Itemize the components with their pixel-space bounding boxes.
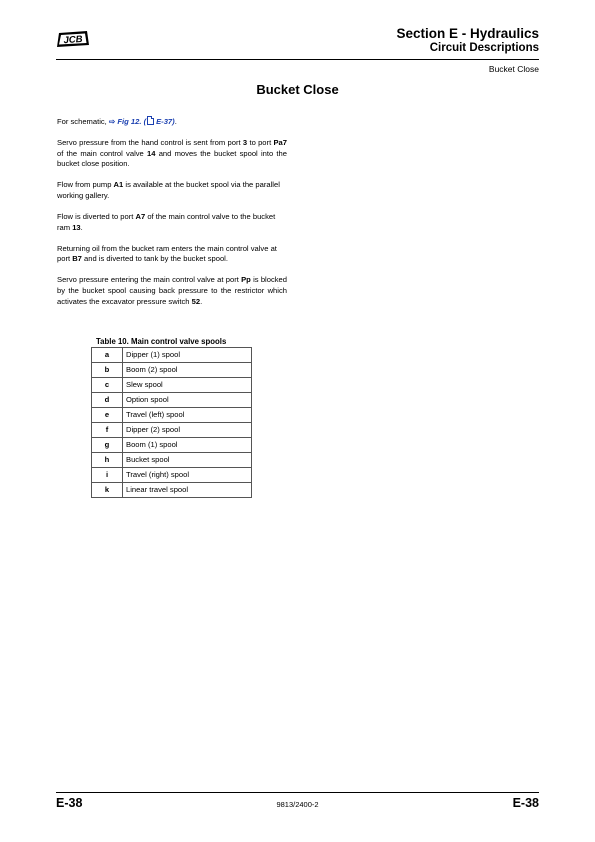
- paragraph-returning-oil: [57, 244, 287, 265]
- spool-key: h: [92, 453, 123, 468]
- text-run: .: [80, 222, 83, 232]
- bold-ref: Pa7: [273, 138, 287, 148]
- spool-name: Boom (1) spool: [123, 438, 252, 453]
- section-subtitle: Circuit Descriptions: [429, 42, 539, 54]
- footer-page-right: E-38: [512, 796, 539, 810]
- bold-ref: 14: [147, 148, 156, 158]
- table-row: [92, 453, 252, 468]
- spool-key: f: [92, 423, 123, 438]
- schematic-page: E-37): [156, 117, 175, 126]
- header-rule: [56, 59, 539, 60]
- spool-key: e: [92, 408, 123, 423]
- spools-table: [91, 347, 252, 498]
- schematic-paragraph: [57, 116, 287, 128]
- bold-ref: 3: [242, 138, 248, 148]
- spool-name: Travel (left) spool: [123, 408, 252, 423]
- spool-key: c: [92, 378, 123, 393]
- bold-ref: Pp: [241, 275, 251, 285]
- table-row: [92, 348, 252, 363]
- schematic-link[interactable]: [109, 117, 175, 126]
- running-head: Bucket Close: [488, 64, 539, 74]
- bold-ref: A1: [113, 180, 124, 190]
- spool-key: d: [92, 393, 123, 408]
- text-run: of the main control valve: [57, 148, 148, 158]
- body-text: [57, 116, 287, 318]
- paragraph-servo: [57, 138, 287, 170]
- table-row: [92, 423, 252, 438]
- spool-name: Bucket spool: [123, 453, 252, 468]
- spool-name: Linear travel spool: [123, 483, 252, 498]
- schematic-end: .: [174, 117, 177, 126]
- table-caption: Table 10. Main control valve spools: [96, 337, 227, 346]
- text-run: Servo pressure entering the main control valve at port: [57, 275, 242, 285]
- logo-text: JCB: [63, 33, 83, 47]
- text-run: is blocked by the bucket spool causing back pressure to the restrictor which activates the excavator pressure switch: [57, 275, 288, 306]
- text-run: of the main control valve to the bucket ram: [57, 212, 276, 232]
- spool-name: Boom (2) spool: [123, 363, 252, 378]
- paragraph-flow-diverted: [57, 212, 287, 233]
- bold-ref: B7: [72, 254, 82, 264]
- text-run: is available at the bucket spool via the parallel working gallery.: [57, 180, 280, 200]
- bold-ref: 13: [72, 222, 81, 232]
- arrow-right-icon: ⇨: [108, 117, 116, 126]
- spool-key: a: [92, 348, 123, 363]
- text-run: Flow is diverted to port: [57, 212, 136, 222]
- spool-name: Travel (right) spool: [123, 468, 252, 483]
- bold-ref: A7: [135, 212, 146, 222]
- bold-ref: 52: [191, 296, 201, 306]
- section-title: Section E - Hydraulics: [396, 26, 539, 41]
- schematic-ref: Fig 12. (: [117, 117, 147, 126]
- text-run: and moves the bucket spool into the bucket close position.: [57, 148, 287, 169]
- text-run: Servo pressure from the hand control is sent from port: [57, 138, 243, 148]
- table-row: [92, 393, 252, 408]
- footer-rule: [56, 792, 539, 793]
- page-ref-icon: [147, 116, 154, 125]
- spool-name: Slew spool: [123, 378, 252, 393]
- footer-doc-number: 9813/2400-2: [276, 800, 319, 809]
- table-row: [92, 483, 252, 498]
- spool-key: i: [92, 468, 123, 483]
- jcb-logo-icon: [56, 30, 90, 48]
- text-run: .: [200, 296, 203, 306]
- paragraph-servo-pp: [57, 275, 287, 307]
- text-run: to port: [247, 138, 274, 148]
- spool-key: b: [92, 363, 123, 378]
- paragraph-flow-pump: [57, 180, 287, 201]
- table-row: [92, 378, 252, 393]
- text-run: and is diverted to tank by the bucket spool.: [81, 254, 228, 264]
- text-run: Returning oil from the bucket ram enters the main control valve at port: [57, 243, 277, 264]
- page-title: Bucket Close: [256, 82, 339, 97]
- jcb-logo: [56, 30, 90, 48]
- spool-name: Option spool: [123, 393, 252, 408]
- spool-key: g: [92, 438, 123, 453]
- table-row: [92, 363, 252, 378]
- schematic-intro: For schematic,: [57, 117, 109, 126]
- table-row: [92, 408, 252, 423]
- table-row: [92, 438, 252, 453]
- spool-key: k: [92, 483, 123, 498]
- spool-name: Dipper (2) spool: [123, 423, 252, 438]
- table-row: [92, 468, 252, 483]
- text-run: Flow from pump: [57, 180, 114, 190]
- footer-page-left: E-38: [56, 796, 83, 810]
- spool-name: Dipper (1) spool: [123, 348, 252, 363]
